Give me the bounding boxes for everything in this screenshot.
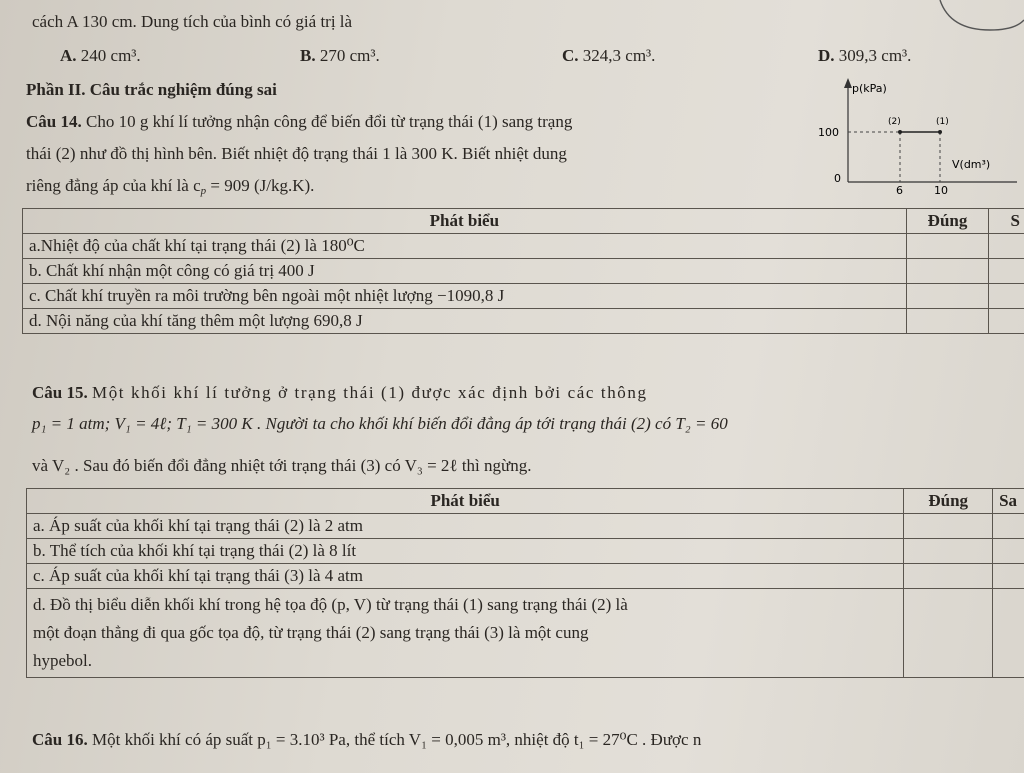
q14-a-false <box>989 234 1024 259</box>
point-2 <box>898 130 902 134</box>
q14-c-true <box>906 284 989 309</box>
q14-d-false <box>989 309 1024 334</box>
q14-a-true <box>906 234 989 259</box>
x-label: V(dm³) <box>952 158 991 171</box>
section-title: Phần II. Câu trắc nghiệm đúng sai <box>26 80 277 99</box>
q14-line1: Câu 14. Cho 10 g khí lí tưởng nhận công để biến đổi từ trạng thái (1) sang trạng <box>26 112 573 131</box>
y-axis-arrow <box>844 78 852 88</box>
y-tick-100: 100 <box>818 126 839 139</box>
q16-line1: Câu 16. Một khối khí có áp suất p₁ = 3.10³ Pa, thể tích V₁ = 0,005 m³, nhiệt độ t₁ = 27⁰C . Được n <box>32 730 702 749</box>
x-tick-10: 10 <box>934 184 948 197</box>
y-label: p(kPa) <box>852 82 887 95</box>
q14-row-b: b. Chất khí nhận một công có giá trị 400 J <box>23 259 907 284</box>
point-label-2: (2) <box>888 117 901 127</box>
q15-line2: p₁ = 1 atm; V₁ = 4ℓ; T₁ = 300 K . Người ta cho khối khí biến đổi đẳng áp tới trạng thái (2) có T₂ = 60 <box>32 414 728 433</box>
q14-header-true: Đúng <box>906 209 989 234</box>
q14-row-a: a.Nhiệt độ của chất khí tại trạng thái (2) là 180⁰C <box>23 234 907 259</box>
corner-curve <box>930 0 1024 36</box>
pv-graph <box>812 72 1024 200</box>
question-tail-text: cách A 130 cm. Dung tích của bình có giá trị là <box>32 12 353 31</box>
x-tick-6: 6 <box>896 184 903 197</box>
q14-d-true <box>906 309 989 334</box>
q14-line2: thái (2) như đồ thị hình bên. Biết nhiệt độ trạng thái 1 là 300 K. Biết nhiệt dung <box>26 144 567 163</box>
q14-b-true <box>906 259 989 284</box>
q15-header-statement: Phát biểu <box>27 489 904 514</box>
q15-line3: và V₂ . Sau đó biến đổi đẳng nhiệt tới trạng thái (3) có V₃ = 2ℓ thì ngừng. <box>32 456 532 475</box>
q15-row-d: d. Đồ thị biểu diễn khối khí trong hệ tọa độ (p, V) từ trạng thái (1) sang trạng thái (2) là một đoạn thẳng đi qua gốc tọa độ, từ trạng thái (2) sang trạng thái (3) là một cung hypebol. <box>27 589 904 678</box>
point-label-1: (1) <box>936 117 949 127</box>
q14-header-statement: Phát biểu <box>23 209 907 234</box>
q14-b-false <box>989 259 1024 284</box>
q14-row-d: d. Nội năng của khí tăng thêm một lượng 690,8 J <box>23 309 907 334</box>
q15-row-c: c. Áp suất của khối khí tại trạng thái (3) là 4 atm <box>27 564 904 589</box>
q14-header-false: S <box>989 209 1024 234</box>
option-c: C. 324,3 cm³. <box>562 46 656 65</box>
option-a: A. 240 cm³. <box>60 46 141 65</box>
q15-header-false: Sa <box>993 489 1024 514</box>
origin-label: 0 <box>834 172 841 185</box>
q14-line3: riêng đẳng áp của khí là $c_p = 909$ (J/kg.K). <box>26 176 315 197</box>
q14-table <box>22 208 1024 334</box>
point-1 <box>938 130 942 134</box>
q15-line1: Câu 15. Một khối khí lí tưởng ở trạng thái (1) được xác định bởi các thông <box>32 383 648 402</box>
q14-row-c: c. Chất khí truyền ra môi trường bên ngoài một nhiệt lượng −1090,8 J <box>23 284 907 309</box>
q15-table <box>26 488 1024 678</box>
option-d: D. 309,3 cm³. <box>818 46 912 65</box>
option-b: B. 270 cm³. <box>300 46 380 65</box>
q15-row-b: b. Thể tích của khối khí tại trạng thái (2) là 8 lít <box>27 539 904 564</box>
q15-row-a: a. Áp suất của khối khí tại trạng thái (2) là 2 atm <box>27 514 904 539</box>
q14-c-false <box>989 284 1024 309</box>
q15-header-true: Đúng <box>904 489 993 514</box>
